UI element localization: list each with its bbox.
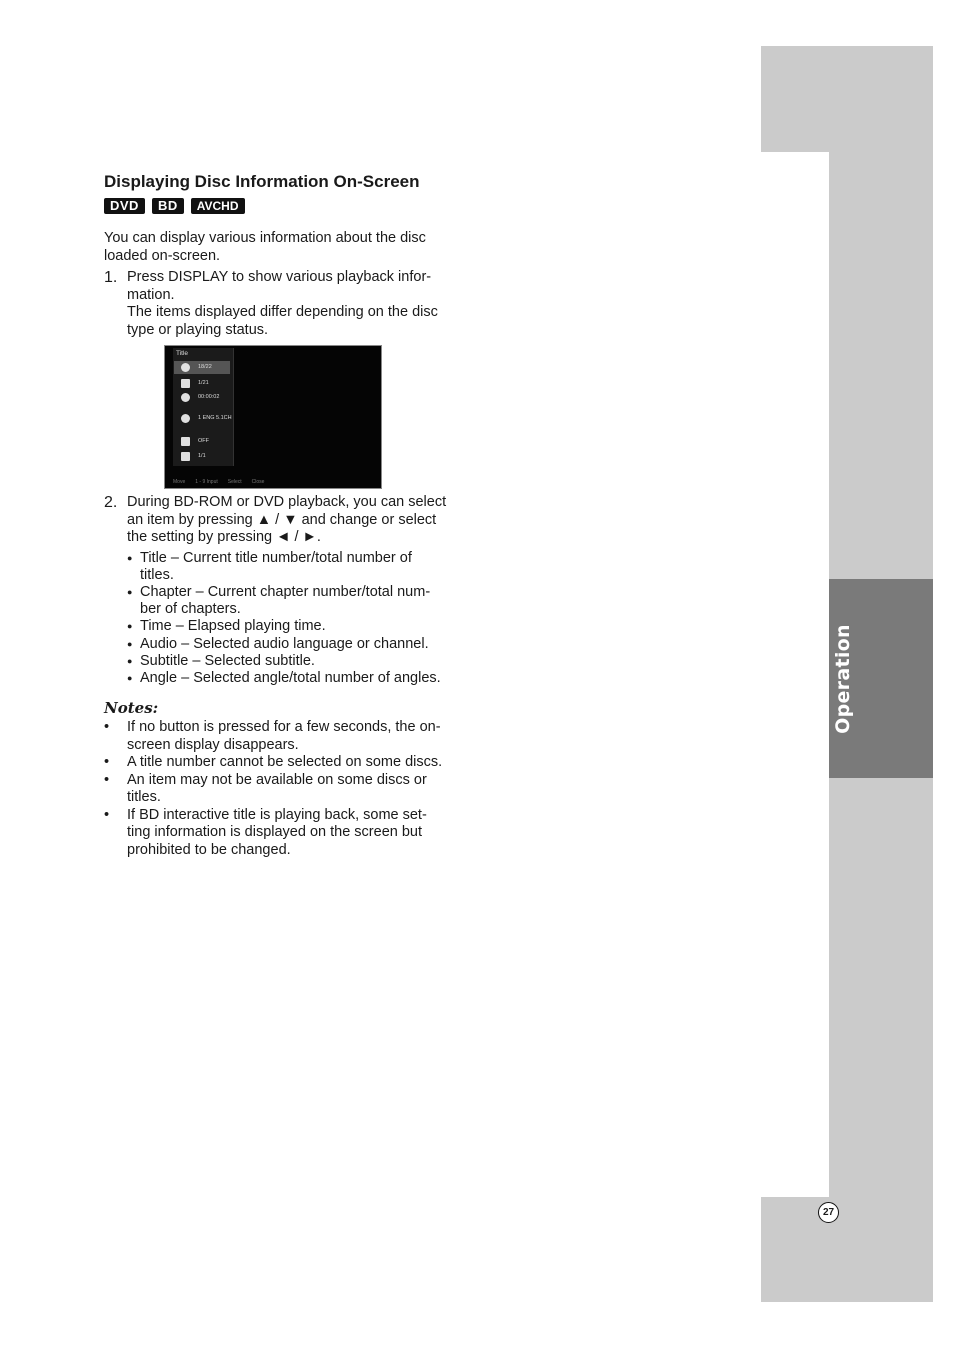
list-item: ● Subtitle – Selected subtitle. xyxy=(127,653,449,670)
osd-footer xyxy=(173,479,264,485)
clock-icon xyxy=(181,393,190,402)
disc-type-badges xyxy=(104,198,449,215)
badge-avchd: AVCHD xyxy=(191,198,245,214)
notes-list xyxy=(104,719,449,859)
step-number: 2. xyxy=(104,494,118,511)
osd-row: 18/22 xyxy=(174,361,230,374)
item-list xyxy=(127,550,449,688)
osd-hint: Select xyxy=(227,479,242,485)
on-screen-display-image xyxy=(164,345,382,489)
step-text: Press DISPLAY to show various playback infor-mation. xyxy=(127,269,432,303)
list-item: ● Time – Elapsed playing time. xyxy=(127,618,449,635)
badge-dvd: DVD xyxy=(104,198,145,214)
list-item: ● Title – Current title number/total number of titles. xyxy=(127,550,449,584)
list-item: ● Audio – Selected audio language or channel. xyxy=(127,636,449,653)
list-item: ● Chapter – Current chapter number/total num-ber of chapters. xyxy=(127,584,449,618)
page-number: 27 xyxy=(818,1202,839,1223)
section-tab-label: Operation xyxy=(832,624,854,734)
osd-row: 00:00:02 xyxy=(174,391,230,404)
step-1 xyxy=(104,269,449,339)
disc-icon xyxy=(181,363,190,372)
osd-row: 1/1 xyxy=(174,450,230,463)
chapter-icon xyxy=(181,379,190,388)
note-item: • If BD interactive title is playing back, some set-ting information is displayed on the screen but prohibited to be changed. xyxy=(104,807,449,860)
list-item: ● Angle – Selected angle/total number of angles. xyxy=(127,670,449,687)
side-tab-bottom xyxy=(761,1197,933,1302)
page-title: Displaying Disc Information On-Screen xyxy=(104,172,420,191)
osd-row: 1/21 xyxy=(174,377,230,390)
step-subtext: The items displayed differ depending on the disc type or playing status. xyxy=(127,304,438,338)
notes-heading: Notes: xyxy=(104,699,159,718)
step-text: During BD-ROM or DVD playback, you can select an item by pressing ▲ / ▼ and change or select the setting by pressing ◄ / ►. xyxy=(127,494,447,545)
osd-hint: 1 - 9 Input xyxy=(195,479,218,485)
subtitle-icon xyxy=(181,437,190,446)
note-item: • An item may not be available on some discs or titles. xyxy=(104,772,449,807)
step-2 xyxy=(104,494,449,687)
main-content xyxy=(104,172,449,859)
badge-bd: BD xyxy=(152,198,184,214)
osd-row: OFF xyxy=(174,435,230,448)
intro-text: You can display various information about the disc loaded on-screen. xyxy=(104,230,426,264)
step-number: 1. xyxy=(104,269,118,286)
note-item: • A title number cannot be selected on some discs. xyxy=(104,754,449,772)
osd-hint: Move xyxy=(173,479,186,485)
osd-title: Title xyxy=(176,350,189,357)
note-item: • If no button is pressed for a few seconds, the on-screen display disappears. xyxy=(104,719,449,754)
angle-icon xyxy=(181,452,190,461)
osd-row: 1 ENG 5.1CH xyxy=(174,412,230,425)
osd-hint: Close xyxy=(251,479,265,485)
audio-icon xyxy=(181,414,190,423)
